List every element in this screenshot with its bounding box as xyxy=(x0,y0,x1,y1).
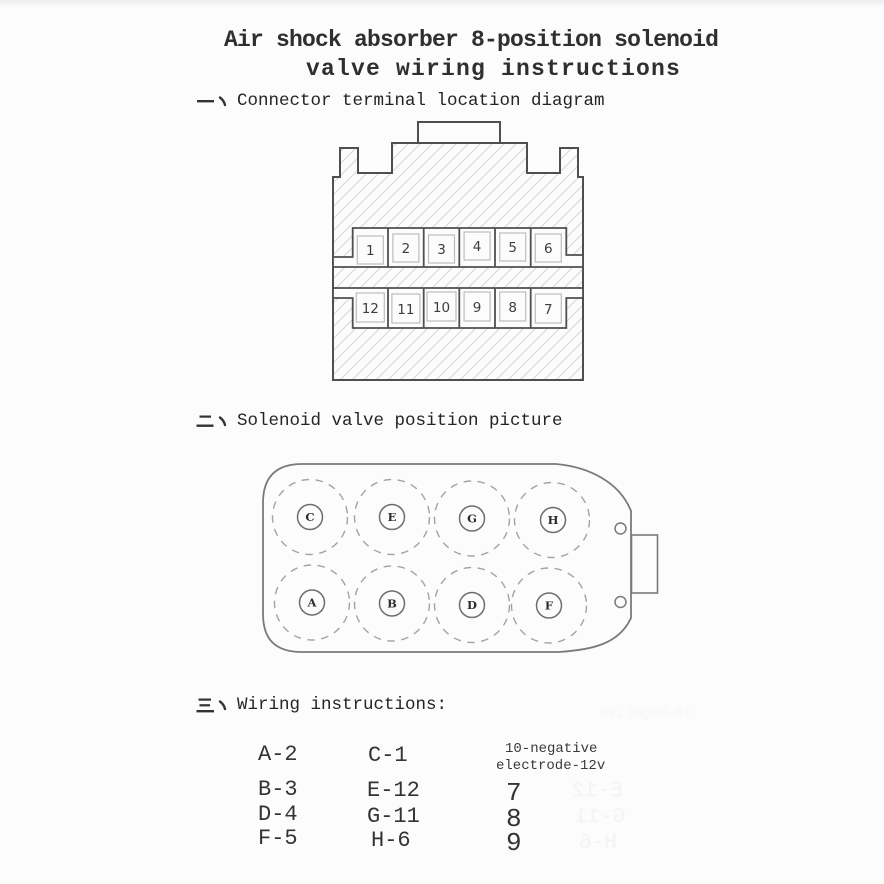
terminal-number: 8 xyxy=(508,300,517,316)
section-1-heading xyxy=(196,91,605,111)
terminal-number: 10 xyxy=(432,300,451,316)
terminal-number: 12 xyxy=(361,301,379,317)
valve-position-label: D xyxy=(467,598,477,612)
wiring-pair-H6: H-6 xyxy=(371,828,411,853)
page-title-line1: Air shock absorber 8-position solenoid xyxy=(224,27,719,53)
terminal-number: 7 xyxy=(544,302,553,318)
wiring-pair-B3: B-3 xyxy=(258,777,298,802)
valve-position-label: E xyxy=(387,510,397,524)
negative-terminal-9: 9 xyxy=(506,828,522,858)
wiring-pair-E12: E-12 xyxy=(367,778,420,803)
section-1-title: Connector terminal location diagram xyxy=(237,91,605,111)
connector-top-tab xyxy=(418,122,500,143)
terminal-number: 4 xyxy=(472,239,482,255)
ghost-text: G-11 xyxy=(575,806,626,829)
wiring-pair-F5: F-5 xyxy=(258,826,298,851)
scan-edge-shadow xyxy=(0,0,884,7)
valve-position-label: G xyxy=(467,511,477,526)
terminal-number: 2 xyxy=(401,241,411,257)
valve-connector-tab xyxy=(632,535,658,593)
negative-note-line1: 10-negative xyxy=(505,741,598,757)
valve-position-label: A xyxy=(307,595,317,610)
negative-terminal-8: 8 xyxy=(506,804,522,834)
valve-position-label: F xyxy=(544,598,554,613)
wiring-pair-C1: C-1 xyxy=(368,743,408,768)
solenoid-valve-diagram xyxy=(250,448,670,668)
section-2-heading xyxy=(196,411,563,431)
ghost-text: H-6 xyxy=(579,832,617,855)
section-2-title: Solenoid valve position picture xyxy=(237,411,563,431)
wiring-pair-D4: D-4 xyxy=(258,802,298,827)
section-3-title: Wiring instructions: xyxy=(237,695,448,715)
connector-terminal-diagram xyxy=(320,115,600,385)
section-2-number-icon xyxy=(196,411,230,431)
page-title-line2: valve wiring instructions xyxy=(306,56,682,82)
valve-position-label: B xyxy=(387,596,397,611)
terminal-number: 11 xyxy=(397,302,415,318)
ghost-text: E-12 xyxy=(572,780,623,803)
terminal-number: 9 xyxy=(472,300,482,316)
negative-terminal-7: 7 xyxy=(506,778,522,808)
terminal-number: 1 xyxy=(366,243,375,259)
section-1-number-icon xyxy=(196,91,230,111)
terminal-number: 6 xyxy=(544,241,553,257)
section-3-heading xyxy=(196,695,447,715)
negative-note-line2: electrode-12v xyxy=(496,758,606,774)
valve-body xyxy=(263,464,631,652)
ghost-text: 10-negative xyxy=(600,705,693,721)
terminal-number: 5 xyxy=(508,240,517,256)
wiring-pair-G11: G-11 xyxy=(367,804,420,829)
wiring-pair-A2: A-2 xyxy=(258,742,298,767)
valve-position-label: H xyxy=(547,513,559,527)
terminal-number: 3 xyxy=(437,242,446,258)
section-3-number-icon xyxy=(196,695,230,715)
valve-position-label: C xyxy=(305,510,315,524)
